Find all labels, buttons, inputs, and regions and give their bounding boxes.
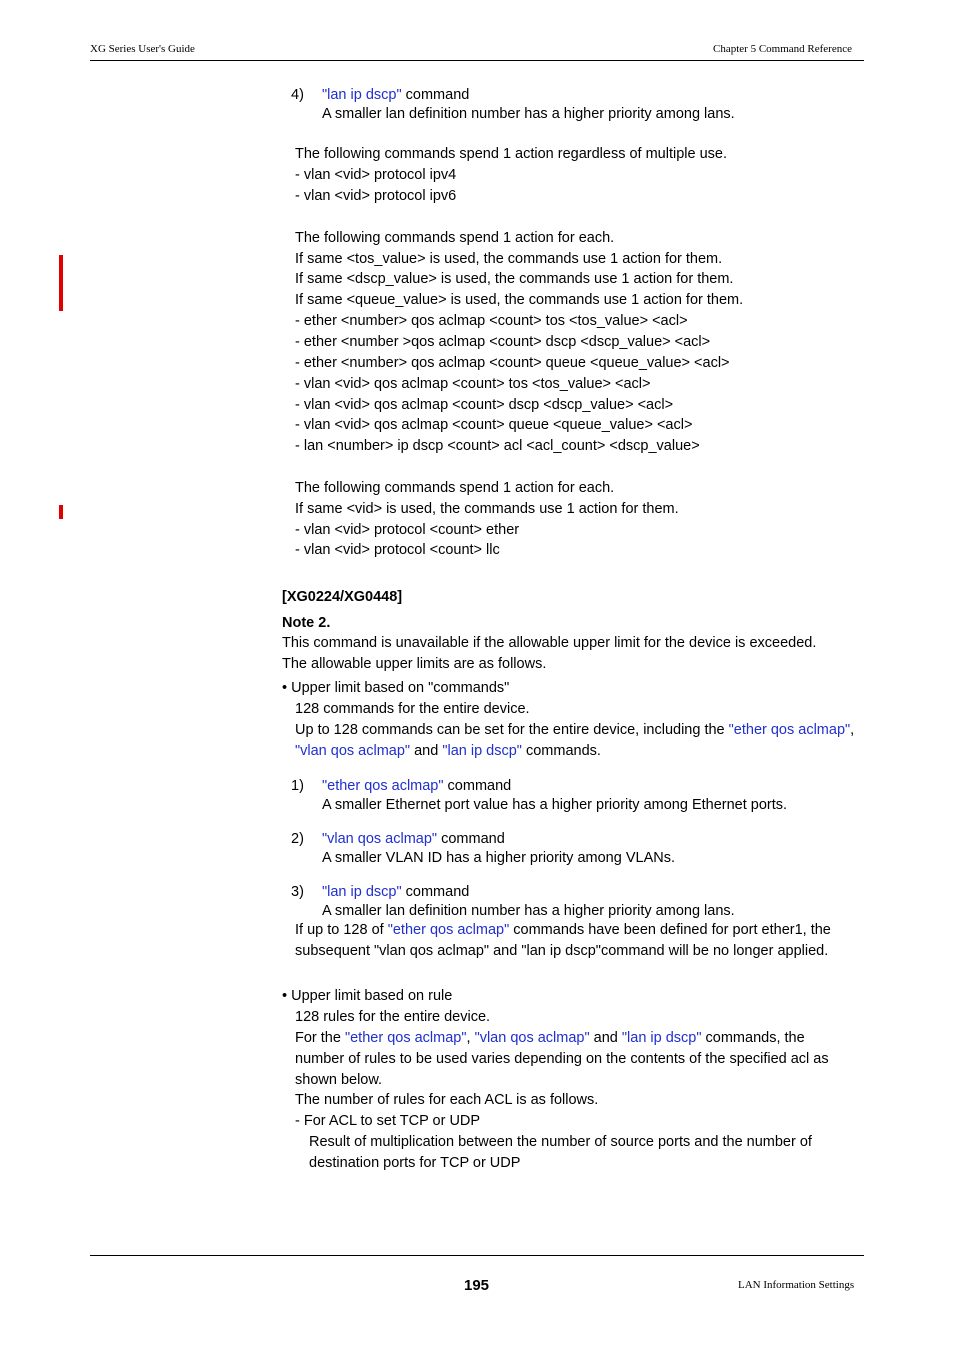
paragraph: The following commands spend 1 action for each. — [295, 480, 615, 496]
bullet-title: • Upper limit based on "commands" — [282, 680, 510, 696]
footer-section-title: LAN Information Settings — [738, 1279, 855, 1291]
list-item: - ether <number >qos aclmap <count> dscp <dscp_value> <acl> — [295, 334, 711, 350]
paragraph: 128 commands for the entire device. — [295, 701, 530, 717]
item-number: 2) — [291, 831, 304, 847]
list-item: - ether <number> qos aclmap <count> tos <tos_value> <acl> — [295, 313, 688, 329]
ether-qos-aclmap-link[interactable]: "ether qos aclmap" — [387, 922, 510, 938]
list-item: - vlan <vid> qos aclmap <count> tos <tos_value> <acl> — [295, 376, 651, 392]
header-guide-title: XG Series User's Guide — [90, 43, 195, 55]
list-item: - For ACL to set TCP or UDP — [295, 1113, 481, 1129]
paragraph: The allowable upper limits are as follows. — [282, 656, 547, 672]
item-description: A smaller lan definition number has a higher priority among lans. — [322, 106, 735, 122]
paragraph: 128 rules for the entire device. — [295, 1009, 491, 1025]
item-number: 3) — [291, 884, 304, 900]
paragraph: destination ports for TCP or UDP — [309, 1155, 521, 1171]
item-description: A smaller VLAN ID has a higher priority among VLANs. — [322, 850, 675, 866]
paragraph: Up to 128 commands can be set for the entire device, including the "ether qos aclmap", — [295, 722, 855, 738]
paragraph: The following commands spend 1 action regardless of multiple use. — [295, 146, 728, 162]
item-description: A smaller Ethernet port value has a higher priority among Ethernet ports. — [322, 797, 788, 813]
vlan-qos-aclmap-link[interactable]: "vlan qos aclmap" — [322, 831, 438, 847]
paragraph: If same <vid> is used, the commands use 1 action for them. — [295, 501, 679, 517]
list-item: - lan <number> ip dscp <count> acl <acl_count> <dscp_value> — [295, 438, 700, 454]
item-command-line: "ether qos aclmap" command — [322, 778, 512, 794]
paragraph: shown below. — [295, 1072, 383, 1088]
paragraph: If same <dscp_value> is used, the commands use 1 action for them. — [295, 271, 734, 287]
paragraph: The number of rules for each ACL is as follows. — [295, 1092, 599, 1108]
paragraph: subsequent "vlan qos aclmap" and "lan ip dscp"command will be no longer applied. — [295, 943, 829, 959]
list-item: - vlan <vid> protocol ipv6 — [295, 188, 457, 204]
list-item: - vlan <vid> protocol <count> llc — [295, 542, 500, 558]
paragraph: number of rules to be used varies depending on the contents of the specified acl as — [295, 1051, 829, 1067]
item-number: 1) — [291, 778, 304, 794]
ether-qos-aclmap-link[interactable]: "ether qos aclmap" — [322, 778, 444, 794]
item-number: 4) — [291, 87, 304, 103]
list-item: - vlan <vid> qos aclmap <count> dscp <dscp_value> <acl> — [295, 397, 674, 413]
paragraph: If same <queue_value> is used, the commands use 1 action for them. — [295, 292, 744, 308]
lan-ip-dscp-link[interactable]: "lan ip dscp" — [621, 1030, 702, 1046]
paragraph: If up to 128 of "ether qos aclmap" commands have been defined for port ether1, the — [295, 922, 831, 938]
footer-rule — [90, 1255, 864, 1256]
paragraph: The following commands spend 1 action for each. — [295, 230, 615, 246]
list-item: - ether <number> qos aclmap <count> queue <queue_value> <acl> — [295, 355, 730, 371]
vlan-qos-aclmap-link[interactable]: "vlan qos aclmap" — [474, 1030, 590, 1046]
paragraph: "vlan qos aclmap" and "lan ip dscp" commands. — [295, 743, 601, 759]
paragraph: If same <tos_value> is used, the commands use 1 action for them. — [295, 251, 723, 267]
note-heading: Note 2. — [282, 615, 331, 631]
list-item: - vlan <vid> protocol <count> ether — [295, 522, 520, 538]
ether-qos-aclmap-link[interactable]: "ether qos aclmap" — [344, 1030, 467, 1046]
lan-ip-dscp-link[interactable]: "lan ip dscp" — [322, 87, 402, 103]
list-item: - vlan <vid> protocol ipv4 — [295, 167, 457, 183]
bullet-title: • Upper limit based on rule — [282, 988, 453, 1004]
lan-ip-dscp-link[interactable]: "lan ip dscp" — [322, 884, 402, 900]
page-number: 195 — [464, 1277, 490, 1294]
change-bar — [59, 505, 63, 519]
paragraph: For the "ether qos aclmap", "vlan qos aclmap" and "lan ip dscp" commands, the — [295, 1030, 805, 1046]
list-item: - vlan <vid> qos aclmap <count> queue <queue_value> <acl> — [295, 417, 693, 433]
item-command-line: "vlan qos aclmap" command — [322, 831, 505, 847]
change-bar — [59, 255, 63, 311]
ether-qos-aclmap-link[interactable]: "ether qos aclmap" — [728, 722, 851, 738]
item-command-line: "lan ip dscp" command — [322, 87, 470, 103]
paragraph: This command is unavailable if the allowable upper limit for the device is exceeded. — [282, 635, 817, 651]
lan-ip-dscp-link[interactable]: "lan ip dscp" — [442, 743, 522, 759]
header-chapter-title: Chapter 5 Command Reference — [713, 43, 852, 55]
item-command-line: "lan ip dscp" command — [322, 884, 470, 900]
header-rule — [90, 60, 864, 61]
item-description: A smaller lan definition number has a higher priority among lans. — [322, 903, 735, 919]
paragraph: Result of multiplication between the number of source ports and the number of — [309, 1134, 812, 1150]
vlan-qos-aclmap-link[interactable]: "vlan qos aclmap" — [295, 743, 411, 759]
section-heading: [XG0224/XG0448] — [282, 589, 403, 605]
